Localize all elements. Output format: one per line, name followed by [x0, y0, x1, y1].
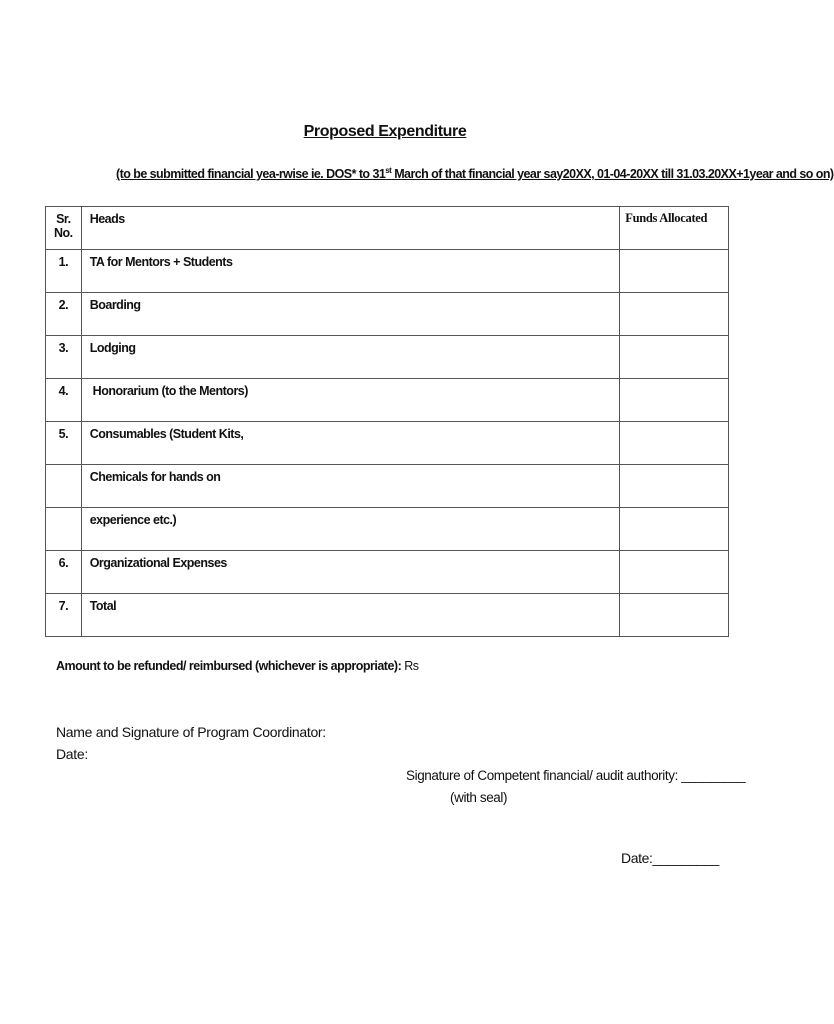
subtitle-superscript: st — [385, 166, 392, 175]
document-subtitle — [116, 166, 834, 181]
row-sr-no — [46, 250, 82, 293]
coordinator-signature-label: Name and Signature of Program Coordinator: — [56, 724, 326, 740]
authority-signature-line: Signature of Competent financial/ audit authority: _________ — [406, 768, 746, 783]
row-funds-allocated — [620, 336, 729, 379]
header-funds-allocated — [620, 207, 729, 250]
row-funds-allocated — [620, 422, 729, 465]
seal-note: (with seal) — [450, 790, 508, 805]
row-funds-allocated — [620, 379, 729, 422]
row-funds-allocated — [620, 508, 729, 551]
amount-refund-line — [56, 659, 419, 673]
row-funds-allocated — [620, 465, 729, 508]
row-sr-no — [46, 465, 82, 508]
row-sr-no-text: 5. — [58, 427, 69, 441]
table-body — [46, 250, 729, 637]
row-head-text: Honorarium (to the Mentors) — [89, 384, 248, 398]
row-sr-no-text — [46, 465, 81, 470]
header-sr-no-text: Sr. No. — [54, 212, 73, 240]
amount-label: Amount to be refunded/ reimbursed (whichever is appropriate): — [56, 659, 402, 673]
table-row — [46, 250, 729, 293]
header-heads-text: Heads — [89, 212, 125, 226]
row-sr-no-text — [46, 508, 81, 513]
row-funds-allocated — [620, 551, 729, 594]
row-sr-no — [46, 336, 82, 379]
row-head-text: experience etc.) — [89, 513, 177, 527]
row-sr-no — [46, 551, 82, 594]
row-head — [81, 379, 620, 422]
row-sr-no — [46, 293, 82, 336]
row-head — [81, 594, 620, 637]
row-funds-allocated — [620, 293, 729, 336]
subtitle-text-end: March of that financial year say20XX, 01-04-20XX till 31.03.20XX+1year and so on) — [391, 167, 834, 182]
row-head — [81, 336, 620, 379]
coordinator-date-label: Date: — [56, 746, 88, 762]
row-head — [81, 551, 620, 594]
row-head — [81, 422, 620, 465]
amount-unit: Rs — [401, 659, 419, 673]
row-funds-allocated — [620, 250, 729, 293]
table-header-row — [46, 207, 729, 250]
row-head — [81, 293, 620, 336]
row-head-text: Lodging — [89, 341, 136, 355]
table-row — [46, 508, 729, 551]
row-head-text: Organizational Expenses — [89, 556, 227, 570]
document-title: Proposed Expenditure — [303, 123, 467, 140]
row-head — [81, 508, 620, 551]
row-head-text: Chemicals for hands on — [89, 470, 221, 484]
header-heads — [81, 207, 620, 250]
table-row — [46, 594, 729, 637]
expenditure-table — [45, 206, 729, 637]
table-row — [46, 336, 729, 379]
table-row — [46, 379, 729, 422]
table-row — [46, 293, 729, 336]
row-sr-no — [46, 379, 82, 422]
row-sr-no-text: 3. — [58, 341, 69, 355]
row-sr-no-text: 2. — [58, 298, 69, 312]
table-row — [46, 422, 729, 465]
row-head-text: TA for Mentors + Students — [89, 255, 233, 269]
row-sr-no-text: 7. — [58, 599, 69, 613]
subtitle-text-start: (to be submitted financial yea-rwise ie. DOS* to 31 — [116, 167, 386, 182]
row-sr-no — [46, 508, 82, 551]
header-sr-no — [46, 207, 82, 250]
table-row — [46, 465, 729, 508]
row-head-text: Total — [89, 599, 117, 613]
row-head-text: Boarding — [89, 298, 141, 312]
authority-date-line: Date:_________ — [621, 850, 719, 866]
row-sr-no-text: 1. — [58, 255, 69, 269]
row-sr-no-text: 4. — [58, 384, 69, 398]
row-sr-no — [46, 594, 82, 637]
row-head-text: Consumables (Student Kits, — [89, 427, 244, 441]
row-sr-no-text: 6. — [58, 556, 69, 570]
row-head — [81, 250, 620, 293]
row-head — [81, 465, 620, 508]
header-funds-text: Funds Allocated — [625, 211, 708, 225]
table-row — [46, 551, 729, 594]
row-funds-allocated — [620, 594, 729, 637]
row-sr-no — [46, 422, 82, 465]
